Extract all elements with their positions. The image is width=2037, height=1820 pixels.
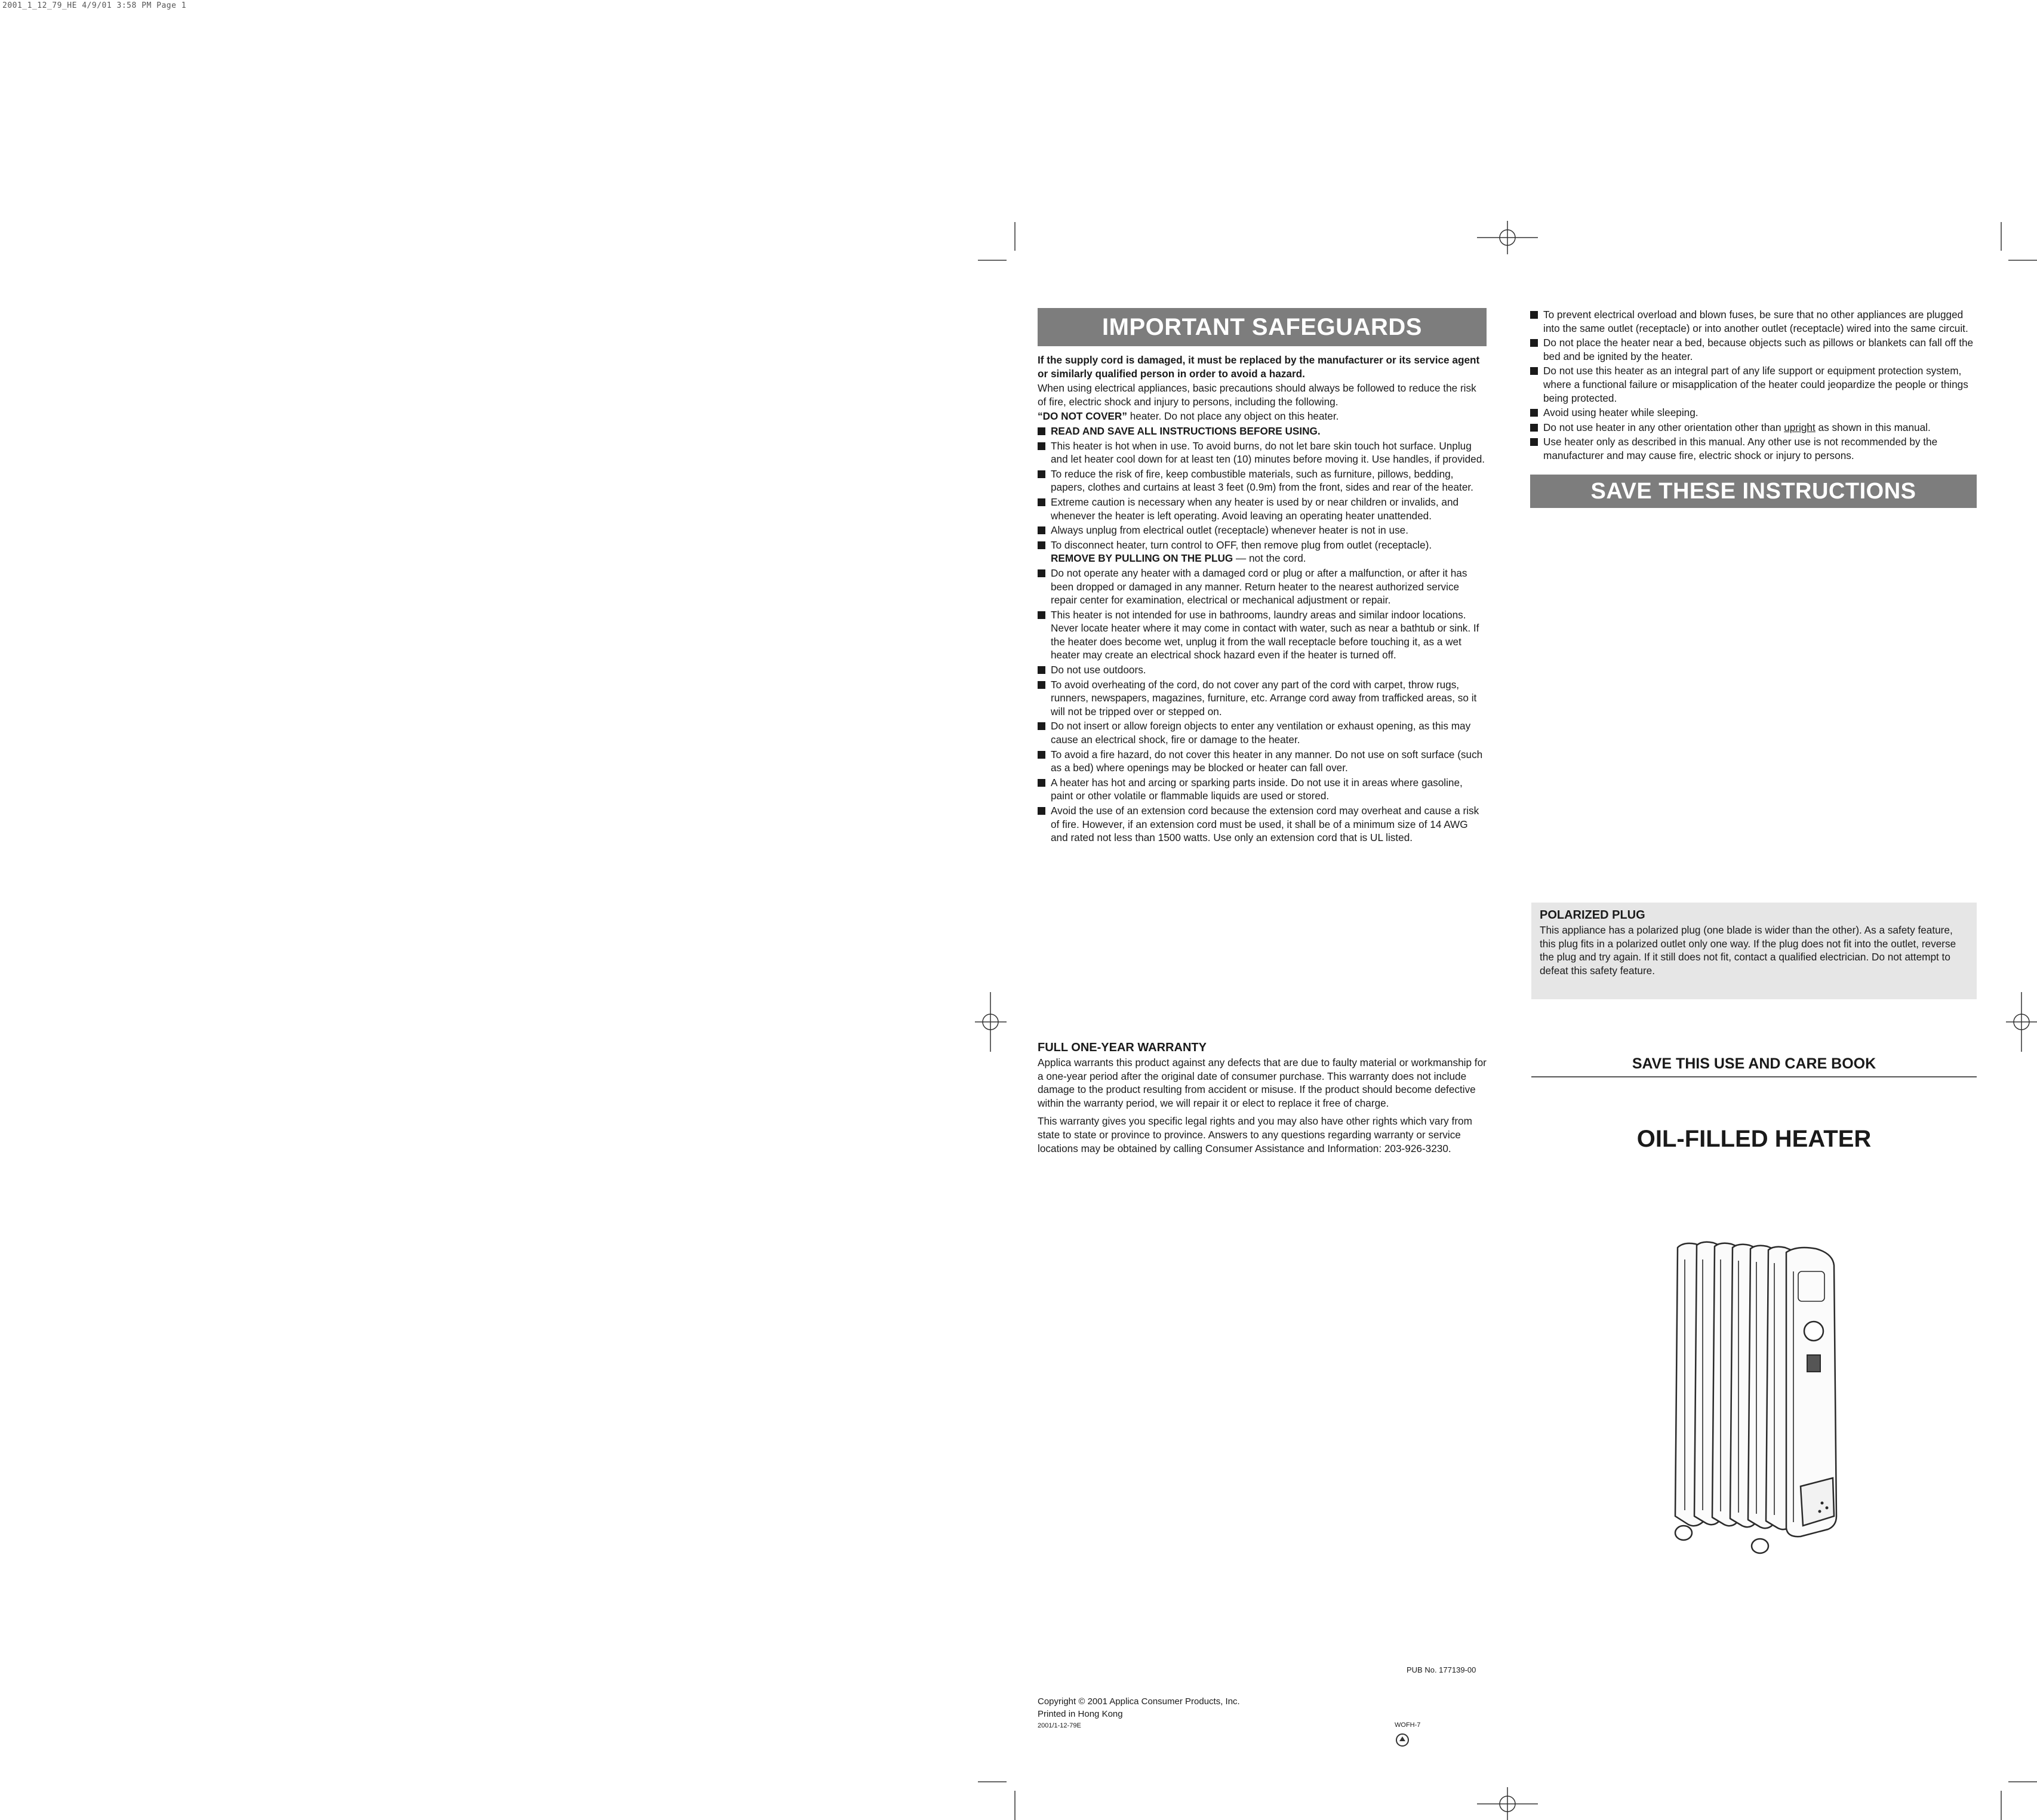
- safeguards-text: [1038, 353, 1487, 845]
- registration-mark-top: [1477, 221, 1538, 254]
- bullet-square-icon: [1530, 424, 1538, 432]
- switch-icon: [1807, 1355, 1820, 1372]
- save-book-heading: SAVE THIS USE AND CARE BOOK: [1531, 1055, 1977, 1077]
- bullet-square-icon: [1038, 526, 1045, 534]
- thermostat-knob-icon: [1804, 1322, 1823, 1341]
- caster-wheel-icon: [1675, 1526, 1692, 1540]
- registration-mark-bottom: [1477, 1787, 1538, 1820]
- bullet-square-icon: [1038, 541, 1045, 549]
- registration-mark-right: [2006, 992, 2037, 1052]
- warranty-section: [1038, 1041, 1487, 1156]
- do-not-cover: [1038, 409, 1487, 423]
- printed-line: Printed in Hong Kong: [1038, 1709, 1123, 1719]
- bullet-square-icon: [1038, 666, 1045, 674]
- bullet-square-icon: [1530, 339, 1538, 347]
- list-item: Do not use heater in any other orientation other than upright as shown in this manual.: [1530, 421, 1977, 435]
- product-title: OIL-FILLED HEATER: [1636, 1126, 1872, 1152]
- list-item: A heater has hot and arcing or sparking parts inside. Do not use it in areas where gasoline, paint or other volatile or flammable liquids are used or stored.: [1038, 776, 1487, 803]
- model-code: WOFH-7: [1395, 1722, 1421, 1729]
- list-item: Avoid the use of an extension cord because the extension cord may overheat and cause a risk of fire. However, if an extension cord must be used, it shall be of a minimum size of 14 AWG and rated not less than 1500 watts. Use only an extension cord that is UL listed.: [1038, 804, 1487, 845]
- safeguards-banner: IMPORTANT SAFEGUARDS: [1038, 308, 1487, 346]
- intro-paragraph: When using electrical appliances, basic precautions should always be followed to reduce the risk of fire, electric shock and injury to persons, including the following.: [1038, 382, 1476, 408]
- bullet-square-icon: [1038, 779, 1045, 787]
- list-item: To disconnect heater, turn control to OFF, then remove plug from outlet (receptacle). REMOVE BY PULLING ON THE PLUG — not the cord.: [1038, 538, 1487, 565]
- save-instructions-banner: SAVE THESE INSTRUCTIONS: [1530, 475, 1977, 508]
- list-item: To avoid a fire hazard, do not cover this heater in any manner. Do not use on soft surface (such as a bed) where openings may be blocked or heater can fall over.: [1038, 748, 1487, 775]
- safeguard-list: [1038, 424, 1487, 845]
- warranty-paragraph: Applica warrants this product against any defects that are due to faulty material or workmanship for a one-year period after the original date of consumer purchase. This warranty does not include damage to the product resulting from accident or misuse. If the product should become defective within the warranty period, we will repair it or elect to replace it free of charge.: [1038, 1057, 1487, 1109]
- bullet-square-icon: [1038, 470, 1045, 478]
- bullet-square-icon: [1038, 427, 1045, 435]
- bullet-square-icon: [1530, 367, 1538, 375]
- polarized-plug-body: This appliance has a polarized plug (one blade is wider than the other). As a safety feature, this plug fits in a polarized outlet only one way. If the plug does not fit into the outlet, reverse the plug and try again. If it still does not fit, contact a qualified electrician. Do not attempt to defeat this safety feature.: [1540, 924, 1956, 977]
- list-item: READ AND SAVE ALL INSTRUCTIONS BEFORE USING.: [1038, 424, 1487, 438]
- list-item: Always unplug from electrical outlet (receptacle) whenever heater is not in use.: [1038, 523, 1487, 537]
- polarized-plug-box: [1531, 903, 1977, 999]
- bullet-square-icon: [1530, 409, 1538, 417]
- bullet-square-icon: [1038, 722, 1045, 730]
- warranty-title: FULL ONE-YEAR WARRANTY: [1038, 1041, 1207, 1054]
- copyright-block: [1038, 1695, 1240, 1720]
- list-item: This heater is not intended for use in bathrooms, laundry areas and similar indoor locations. Never locate heater where it may come in contact with water, such as near a bathtub or sink. If the heater does become wet, unplug it from the wall receptacle before touching it, as a wet heater may create an electrical shock hazard even if the heater is turned off.: [1038, 608, 1487, 662]
- list-item: Do not use outdoors.: [1038, 663, 1487, 677]
- document-code: 2001/1-12-79E: [1038, 1722, 1081, 1729]
- list-item: Do not insert or allow foreign objects to enter any ventilation or exhaust opening, as this may cause an electrical shock, fire or damage to the heater.: [1038, 719, 1487, 746]
- registration-mark-left: [975, 992, 1007, 1052]
- bullet-square-icon: [1038, 498, 1045, 506]
- do-not-cover-rest: heater. Do not place any object on this heater.: [1127, 410, 1339, 423]
- list-item: Do not operate any heater with a damaged cord or plug or after a malfunction, or after it has been dropped or damaged in any manner. Return heater to the nearest authorized service repair center for examination, electrical or mechanical adjustment or repair.: [1038, 566, 1487, 607]
- bullet-square-icon: [1038, 442, 1045, 450]
- supply-cord-warning: If the supply cord is damaged, it must be replaced by the manufacturer or its service agent or similarly qualified person in order to avoid a hazard.: [1038, 354, 1480, 380]
- bullet-square-icon: [1038, 569, 1045, 577]
- bullet-square-icon: [1038, 751, 1045, 759]
- list-item: To reduce the risk of fire, keep combustible materials, such as furniture, pillows, bedding, papers, clothes and curtains at least 3 feet (0.9m) from the front, sides and rear of the heater.: [1038, 467, 1487, 494]
- list-item: Extreme caution is necessary when any heater is used by or near children or invalids, and whenever the heater is left operating. Avoid leaving an operating heater unattended.: [1038, 495, 1487, 522]
- pub-number: PUB No. 177139-00: [1407, 1665, 1476, 1674]
- list-item: Use heater only as described in this manual. Any other use is not recommended by the manufacturer and may cause fire, electric shock or injury to persons.: [1530, 435, 1977, 462]
- list-item: Avoid using heater while sleeping.: [1530, 406, 1977, 420]
- safeguard-list-continued: [1530, 308, 1977, 463]
- do-not-cover-bold: “DO NOT COVER”: [1038, 410, 1127, 423]
- safeguards-column: [1038, 308, 1487, 846]
- right-column: [1530, 308, 1977, 508]
- list-item: This heater is hot when in use. To avoid burns, do not let bare skin touch hot surface. Unplug and let heater cool down for at least ten (10) minutes before moving it. Use handles, if provided.: [1038, 439, 1487, 466]
- bullet-square-icon: [1038, 611, 1045, 619]
- list-item: Do not place the heater near a bed, because objects such as pillows or blankets can fall off the bed and be ignited by the heater.: [1530, 336, 1977, 363]
- oil-heater-illustration: [1660, 1236, 1851, 1570]
- bullet-square-icon: [1530, 311, 1538, 319]
- copyright-line: Copyright © 2001 Applica Consumer Products, Inc.: [1038, 1696, 1240, 1707]
- warranty-paragraph: This warranty gives you specific legal rights and you may also have other rights which vary from state to state or province to province. Answers to any questions regarding warranty or service locations may be obtained by calling Consumer Assistance and Information: 203-926-3230.: [1038, 1115, 1472, 1154]
- caster-wheel-icon: [1752, 1539, 1768, 1553]
- bullet-square-icon: [1530, 438, 1538, 446]
- list-item: To avoid overheating of the cord, do not cover any part of the cord with carpet, throw rugs, runners, newspapers, magazines, furniture, etc. Arrange cord away from trafficked areas, so it will not be tripped over or stepped on.: [1038, 678, 1487, 719]
- polarized-plug-title: POLARIZED PLUG: [1540, 909, 1645, 922]
- list-item: Do not use this heater as an integral part of any life support or equipment protection system, where a functional failure or misapplication of the heater could jeopardize the people or things being protected.: [1530, 364, 1977, 405]
- printer-slug: 2001_1_12_79_HE 4/9/01 3:58 PM Page 1: [2, 1, 187, 10]
- list-item: To prevent electrical overload and blown fuses, be sure that no other appliances are plugged into the same outlet (receptacle) or into another outlet (receptacle) wired into the same circuit.: [1530, 308, 1977, 335]
- recycle-logo-icon: [1395, 1732, 1410, 1748]
- bullet-square-icon: [1038, 807, 1045, 815]
- bullet-square-icon: [1038, 681, 1045, 689]
